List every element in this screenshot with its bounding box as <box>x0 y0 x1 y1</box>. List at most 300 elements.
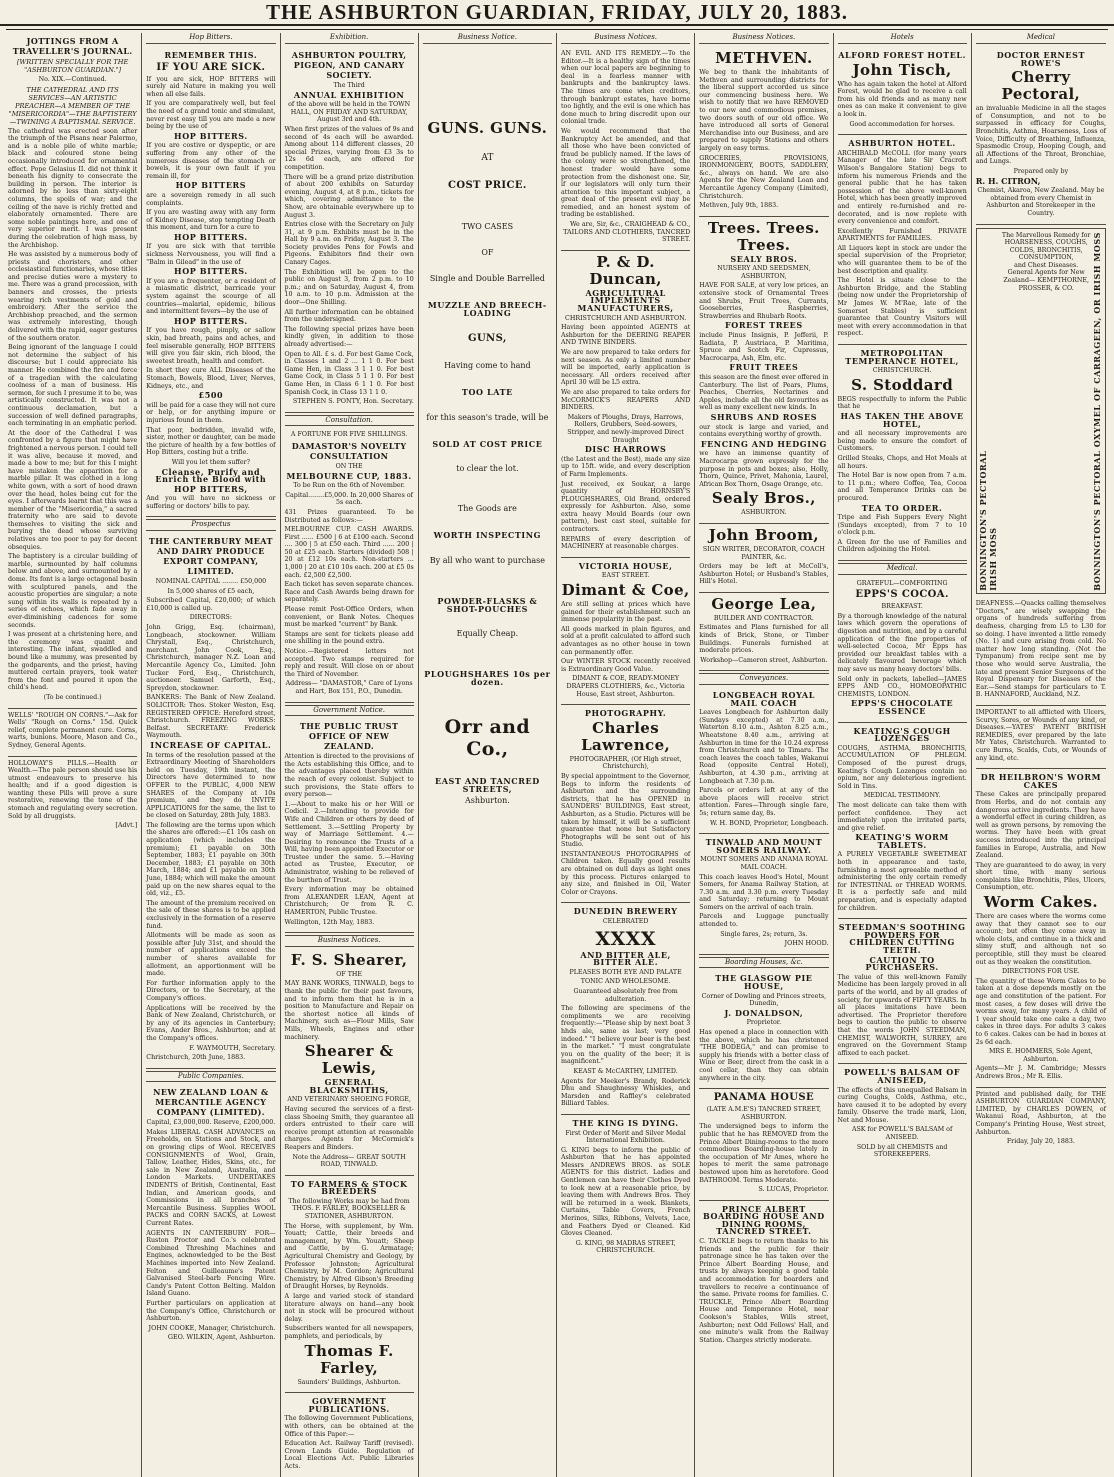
powell-text: The effects of this unequalled Balsam in curing Coughs, Colds, Asthma, etc., have caused it to be adopted by every family. Observe the trade mark, Lion, Net and Mouse. <box>837 1086 967 1124</box>
keating-text: The most delicate can take them with perfect confidence. They act immediately upon the irritated parts, and give relief. <box>837 801 967 832</box>
stoddard-ad <box>838 345 967 561</box>
worm-tablets-title: KEATING'S WORM TABLETS. <box>855 832 949 850</box>
damastor-capital: Capital........£5,000. In 20,000 Shares of 5s each. <box>285 491 413 507</box>
increase-heading: INCREASE OF CAPITAL. <box>150 739 272 750</box>
king-dyer-ad <box>561 1115 690 1261</box>
article-paragraph: The baptistery is a circular building of marble, surmounted by half columns below and above, and surmounted by a dome. Its font is a large octagonal basin with sculptured panels, and the acoustic properties are singular; a note sung within its walls is repeated by a series of echoes, which fade away in ever-diminishing cadences for some seconds. <box>8 553 138 629</box>
dimant-text: Are still selling at prices which have gained for their establishment such an immense popularity in the past. <box>561 601 691 624</box>
cherry-pectoral-title: Cherry Pectoral, <box>1001 68 1081 104</box>
brewery-text: The following are specimens of the compliments we are receiving frequently:—"Please ship by next boat 3 hhds ale, same as last; very good indeed." "I believe your beer is the best in the market." "I must congratulate you on the quality of the beer; it is magnificent." <box>561 1005 691 1066</box>
section-heading: Business Notices. <box>699 33 828 44</box>
prize-table: MELBOURNE CUP. CASH AWARDS. First ...... £500 | 6 at £100 each. Second .... 300 | 5 at £50 each. Third ...... 200 | 50 at £25 each. Starters (divided) 508 | 20 at £12 10s each. Non-starters ... 1,000 | 20 at £10 10s each. 200 at £5 0s each. £2,500 £2,500. <box>284 526 414 579</box>
sealy-text: this season are the finest ever offered in Canterbury. The list of Pears, Plums, Peaches, Cherries, Nectarines and Apples, include all the old favourites as well as many excellent new kinds. In <box>699 374 829 412</box>
duncan-text: (the Latest and the Best), made any size up to 15ft. wide, and every description of Farm Implements. <box>561 455 691 478</box>
duncan-cities: CHRISTCHURCH AND ASHBURTON. <box>565 314 687 322</box>
keating-lozenges-ad <box>838 723 967 920</box>
prince-albert-ad <box>699 1201 828 1351</box>
damastor-text: 431 Prizes guaranteed. To be Distributed as follows:— <box>284 508 414 524</box>
equally-cheap: Equally Cheap. <box>456 629 519 639</box>
prince-title: PRINCE ALBERT BOARDING HOUSE AND DINING ROOMS, TANCRED STREET. <box>702 1203 825 1237</box>
exhibition-heading: ANNUAL EXHIBITION <box>293 89 405 100</box>
longbeach-text: Parcels or orders left at any of the above places will receive strict attention. Fares—Through single fare, 5s; return same day, 8s. <box>699 787 829 817</box>
exhibition-text: The following special prizes have been kindly given, in addition to those already advertised:— <box>284 325 414 348</box>
directions-heading: DIRECTIONS FOR USE. <box>1001 968 1080 976</box>
stoddard-name: S. Stoddard <box>851 375 954 394</box>
section-heading: Exhibition. <box>285 33 414 44</box>
lawrence-text: By special appointment to the Governor, Begs to inform the residents of Ashburton and the surrounding districts, that he has OPENED in SAUNDERS' BUILDINGS, East street, Ashburton, as a Studio. Pictures will be taken by himself, it will be a sufficient guarantee that none but Satisfactory Photographs will be sent out of his Studio. <box>561 772 691 849</box>
steedman-ad <box>838 919 967 1064</box>
damastor-text: Please remit Post-Office Orders, when convenient, or Bank Notes. Cheques must be marked "current" by Bank. <box>284 606 414 629</box>
column-4 <box>419 33 557 1477</box>
shearer-lewis-name: Shearer & Lewis, <box>304 1042 394 1078</box>
column-3 <box>281 33 419 1477</box>
article-title: JOTTINGS FROM A TRAVELLER'S JOURNAL. <box>12 36 133 56</box>
govpub-text: The following Government Publications, with others, can be obtained at the Office of this Paper:— <box>284 1415 414 1438</box>
hop-text: If you are comparatively well, but feel the need of a grand tonic and stimulant, never rest easy till you are made a new being by the use of <box>146 100 276 131</box>
heilbron-text: They are guaranteed to do away, in very short time, with many serious complaints like Bronchitis, Piles, Ulcers, Consumption, etc. <box>975 861 1106 892</box>
victoria-house: VICTORIA HOUSE, <box>578 560 673 571</box>
ashburton-hotel-ad <box>838 135 967 345</box>
article-subhead: THE CATHEDRAL AND ITS SERVICES—AN ARTISTIC PREACHER—A MEMBER OF THE "MISERICORDIA"—THE BAPTISTERY —TWINING A BAPTISMAL SERVICE. <box>8 85 137 126</box>
dimant-name: Dimant & Coe, <box>561 581 690 600</box>
keating-title: KEATING'S COUGH LOZENGES <box>853 725 951 744</box>
section-heading: Hotels <box>838 33 967 44</box>
evil-signature: We are, Sir, &c., CRAIGHEAD & CO., TAILORS AND CLOTHIERS, TANCRED STREET. <box>563 220 691 244</box>
longbeach-text: Leaves Longbeach for Ashburton daily (Sundays excepted) at 7.30 a.m., Waterton 8.10 a.m., Ashton 8.25 a.m., Wheatstone 8.40 a.m., arriving at Ashburton in time for the 10.24 express from Christchurch and to Timaru. The coach leaves the coach tables, Wakanui Road (opposite Central Hotel), Ashburton, at 4.30 p.m., arriving at Longbeach at 7.30 p.m. <box>699 709 829 785</box>
section-heading: Conveyances. <box>699 673 828 685</box>
farley-text: A large and varied stock of standard literature always on hand—any book not in stock will be procured without delay. <box>284 1293 414 1323</box>
melbourne-cup: MELBOURNE CUP, 1883. <box>286 470 412 481</box>
agent-signature: GEO. WILKIN, Agent, Ashburton. <box>167 1333 276 1342</box>
somers-text: Parcels and Luggage punctually attended to. <box>699 913 829 929</box>
poultry-exhibition-ad <box>285 47 414 413</box>
methven-text: GROCERIES, PROVISIONS, IRONMONGERY, BOOTS, SADDLERY, &c., always on hand. We are also Agents for the New Zealand Loan and Mercantile Agency Company (Limited), Christchurch. <box>699 154 829 200</box>
glasgow-pie-ad <box>699 970 828 1089</box>
somers-text: This coach leaves Hood's Hotel, Mount Somers, for Anama Railway Station, at 7.30 a.m. and 3.30 p.m. every Tuesday and Saturday; returning to Mount Somers on the arrival of each train. <box>699 873 829 911</box>
deafness-text: DEAFNESS.—Quacks calling themselves "Doctors," are wisely swapping the organs of hundreds suffering from deafness, charging from L5 to L30 for so doing. I have invented a little remedy (No. 1) and cure arising from cold. No matter how long standing. (Not the Tympanum) from recipe sent me by those who would serve Australia, the late and present Senior Surgeons of the Royal Dispensary for Diseases of the Ear.—Send stamps for particulars to T. B. HANNAFORD, Auckland, N.Z. <box>975 600 1106 699</box>
column-7 <box>834 33 972 1477</box>
somers-coach-ad <box>699 834 828 955</box>
steedman-title: STEEDMAN'S SOOTHING POWDERS FOR CHILDREN CUTTING TEETH. <box>838 922 966 955</box>
lea-name: George Lea, <box>711 594 817 613</box>
duncan-trade: AGRICULTURAL IMPLEMENTS MANUFACTURERS, <box>577 287 674 314</box>
longbeach-signature: W. H. BOND, Proprietor, Longbeach. <box>710 818 829 827</box>
donaldson-role: Proprietor. <box>746 1019 782 1027</box>
nz-loan-title: NEW ZEALAND LOAN & MERCANTILE AGENCY COMPANY (LIMITED). <box>153 1087 269 1118</box>
column-8 <box>972 33 1110 1477</box>
irish-moss-ad <box>976 228 1106 595</box>
lawrence-text: INSTANTANEOUS PHOTOGRAPHS of Children taken. Equally good results are obtained on dull days as light ones by this process. Pictures enlarged to any size, and finished in Oil, Water Color or Crayons. <box>561 850 691 896</box>
duncan-text: Just received, ex Soukar, a large quantity of HORNSBY'S PLOUGHSHARES, Old Brand, ordered expressly for Ashburton. Also, some extra heavy Mould Boards (our own pattern), best cast steel, suitable for contractors. <box>561 480 691 534</box>
lea-ad <box>699 593 828 672</box>
duncan-makers: Makers of Ploughs, Drays, Harrows, Rollers, Grubbers, Seed-sowers, Stripper, and newly-improved Direct Draught <box>567 413 684 444</box>
guns-ad <box>423 47 552 812</box>
imprint <box>976 1088 1106 1152</box>
alford-hotel-ad <box>838 47 967 135</box>
directors-heading: DIRECTORS: <box>189 614 232 622</box>
nz-loan-further: Further particulars on application at the Company's Office, Christchurch or Ashburton. <box>146 1299 276 1323</box>
lea-trade: BUILDER AND CONTRACTOR. <box>713 614 814 622</box>
gov-publications-ad <box>285 1393 414 1476</box>
duncan-name: P. & D. Duncan, <box>589 252 662 288</box>
dimant-text: Our WINTER STOCK recently received is Extraordinary Good Value. <box>561 658 691 673</box>
methven-date: Methven, July 9th, 1883. <box>699 202 779 210</box>
irish-moss-body <box>1001 232 1091 591</box>
evil-text: AN EVIL AND ITS REMEDY.—To the Editor.—It is a healthy sign of the times when our local papers are beginning to deal in a fearless manner with bankrupts and the bankruptcy laws. The times are come when creditors, through bankrupt estates, have borne too lightly, and the evil is one which has done much to bring discredit upon our colonial trade. <box>561 50 691 126</box>
lea-address: Workshop—Cameron street, Ashburton. <box>700 656 828 664</box>
forest-trees: FOREST TREES <box>725 320 803 331</box>
hommers-agents: Agents—Mr J. M. Cambridge; Messrs Andrews Bros.; Mr R. Ellis. <box>975 1065 1106 1080</box>
prepared-by: Prepared only by <box>1013 167 1069 175</box>
victoria-street: EAST STREET. <box>601 572 650 580</box>
section-heading: Prospectus <box>146 519 275 531</box>
damastor-address: Address— "DAMASTOR," Care of Lyons and Hart, Box 151, P.O., Dunedin. <box>285 680 413 695</box>
powell-title: POWELL'S BALSAM OF ANISEED, <box>844 1067 961 1085</box>
prospectus-date: Christchurch, 20th June, 1883. <box>146 1054 246 1062</box>
share-count: In 5,000 shares of £5 each, <box>167 587 255 595</box>
hop-text: If you are a frequenter, or a resident of a miasmatic district, barricade your system against the scourge of all countries—malarial, epidemic, bilious and intermittent fevers—by the use of <box>146 277 276 316</box>
nz-loan-ad <box>146 1084 275 1348</box>
holloway-text: HOLLOWAY'S PILLS.—Health or Wealth.—The pale person should use his utmost endeavours to preserve his health; and if a good digestion is wanting these Pills will prove a sure restorative, renewing the tone of the stomach and regulating every secretion. Sold by all druggists. <box>8 759 138 820</box>
article-paragraph: Being ignorant of the language I could not determine the subject of his discourse; but I could appreciate his manner. He combined the fire and force of a tragedian with the calculating coolness of a man of business. His sermon, for such I presume it to be, was artistically constructed. It was not a continuous declamation, but a succession of well defined paragraphs, each terminating in an emphatic period. <box>8 344 138 428</box>
hop-text: That poor, bedridden, invalid wife, sister, mother or daughter, can be made the picture of health by a few bottles of Hop Bitters, costing but a trifle. <box>146 426 276 457</box>
guns-headline: GUNS. GUNS. <box>427 119 548 137</box>
damastor-text: Notice.—Registered letters not accepted. Two stamps required for reply and result. Will close on or about the Third of November. <box>284 648 414 678</box>
broom-name: John Broom, <box>708 525 819 544</box>
stoddard-text: A Green for the use of Families and Children adjoining the Hotel. <box>837 538 967 554</box>
hop-text: If you are wasting away with any form of Kidney Disease, stop tempting Death this moment, and turn for a cure to <box>146 209 276 232</box>
stoddard-text: The Hotel Bar is now open from 7 a.m. to 11 p.m.; where Coffee, Tea, Cocoa and all Temperance Drinks can be procured. <box>837 472 967 502</box>
guns-of: OF <box>481 248 494 257</box>
exhibition-text: There will be a grand prize distribution of about 200 exhibits on Saturday evening, August 4, at 8 p.m., tickets for which, covering admittance to the Show, are obtainable everywhere up to August 3. <box>284 173 414 219</box>
public-trust-ad <box>285 718 414 933</box>
xxxx-mark: XXXX <box>595 927 656 950</box>
ashburton-hotel-text: ARCHIBALD McCOLL (for many years Manager of the late Sir Cracroft Wilson's Bangalore Station) begs to inform his numerous Friends and the general public that he has taken possession of the above well-known Hotel, which has been greatly improved and entirely re-furnished and re-decorated, and is now replete with every convenience and comfort. <box>837 149 967 226</box>
trust-list: 1.—About to make his or her Will or Codicil. 2.—Intending to provide for Wife and Children or others by deed of Settlement. 3.—Settling Property by way of Marriage Settlement. 4.—Desiring to renounce the Trusts of a Will, having been appointed Executor or Trustee under the same. 5.—Having acted as Trustee, Executor, or Administrator, wishing to be relieved of the burthen of Trust. <box>284 800 414 884</box>
continued-note: (To be continued.) <box>43 693 102 701</box>
imprint-text: Printed and published daily, for THE ASHBURTON GUARDIAN COMPANY, LIMITED, by CHARLES DOWEN, of Wakanui Road, Ashburton, at the Company's Printing House, West street, Ashburton. <box>975 1090 1106 1136</box>
heilbron-text: These Cakes are principally prepared from Herbs, and do not contain any dangerous active ingredients. They have a wonderful effect in curing children, as well as grown persons, by removing the worms. They have been with great success introduced into the principal families in Europe, Australia, and New Zealand. <box>975 791 1106 860</box>
hop-brand: HOP BITTERS. <box>174 266 248 277</box>
sealy-ad <box>699 217 828 524</box>
brewery-tagline: PLEASES BOTH EYE AND PALATE <box>569 968 682 976</box>
farley-list: The Horse, with supplement, by Wm. Youatt; Cattle, their breeds and management, by Wm. Youatt; Sheep and Cattle, by G. Armatage; Agricultural Chemistry and Geology, by Professor Johnston; Agricultural Chemistry, by M. Gordon; Agricultural Chemistry, by Alfred Gibson's Breeding of Draught Horses, by Reynolds. <box>284 1222 414 1291</box>
longbeach-title: LONGBEACH ROYAL MAIL COACH <box>712 690 815 708</box>
worth-inspecting: WORTH INSPECTING <box>433 530 542 541</box>
metro-city: CHRISTCHURCH. <box>872 367 932 375</box>
jottings-article <box>8 33 137 709</box>
smith-address: Note the Address— GREAT SOUTH ROAD, TINWALD. <box>292 1153 406 1169</box>
hop-text: If you are costive or dyspeptic, or are suffering from any other of the numerous diseases of the stomach or bowels, it is your own fault if you remain ill, for <box>146 142 276 180</box>
hop-bitters-ad <box>146 47 275 517</box>
duncan-text: We are now prepared to take orders for next season. As only a limited number will be imported, early application is necessary. All orders received after April 30 will be L5 extra. <box>561 349 691 387</box>
irish-moss-remedy: The Marvellous Remedy for <box>1001 231 1091 239</box>
exhibition-text: Entries close with the Secretary on July 31, at 9 p.m. Exhibits must be in the Hall by 9 a.m. on Friday, August 3. The Society provides Pens for Fowls and Pigeons. Exhibitors find their own Canary Cages. <box>284 221 414 267</box>
panama-title: PANAMA HOUSE <box>713 1092 815 1104</box>
glasgow-text: Has opened a place in connection with the above, which he has christened "THE BODEGA," and can promise to supply his friends with a better class of Wine or Beer, direct from the cask in a cool cellar, than they can obtain anywhere in the city. <box>699 1029 829 1082</box>
hop-text: If you have rough, pimply, or sallow skin, bad breath, pains and aches, and feel miserable generally, HOP BITTERS will give you fair skin, rich blood, the sweetest breath, health and comfort. <box>146 327 276 365</box>
increase-text: Allotments will be made as soon as possible after July 31st, and should the number of applications exceed the number of shares available for allotment, an apportionment will be made. <box>146 932 276 978</box>
increase-text: Applications will be received by the Bank of New Zealand, Christchurch, or by any of its agencies in Canterbury; Evans, Ander Bros., Ashburton; and at the Company's offices. <box>146 1004 276 1042</box>
damastor-text: To be Run on the 6th of November. <box>293 482 405 490</box>
epps-grateful: GRATEFUL—COMFORTING <box>856 579 948 587</box>
prince-text: C. TACKLE begs to return thanks to his friends and the public for their patronage since he has taken over the Prince Albert Boarding House, and trusts by always keeping a good table and accommodation for boarders and travellers to receive a continuance of the same. Private rooms for families. C. TRUCKLE, Prince Albert Boarding House and Temperance Hotel, near Cookson's Stables, Wills street, Ashburton; next Odd Fellows' Hall, and one minute's walk from the Railway Station. Charges strictly moderate. <box>699 1238 829 1344</box>
irish-moss-agents: General Agents for New Zealand— KEMPTHORNE, PROSSER, & CO. <box>1003 269 1090 292</box>
king-heading: THE KING IS DYING. <box>572 1117 679 1128</box>
section-heading: Government Notice. <box>285 705 414 717</box>
guns-at: AT <box>481 153 494 163</box>
powell-sold: SOLD by all CHEMISTS and STOREKEEPERS. <box>856 1143 948 1159</box>
brewery-name: DUNEDIN BREWERY <box>573 906 678 917</box>
subscribed-capital: Subscribed Capital, £20,000; of which £10,000 is called up. <box>146 597 276 612</box>
hop-text: are a sovereign remedy in all such complaints. <box>146 191 276 207</box>
powell-ask: ASK for POWELL'S BALSAM of ANISEED. <box>851 1126 953 1142</box>
advt-mark: [Advt.] <box>115 821 138 830</box>
disc-harrows: DISC HARROWS <box>584 444 667 455</box>
season-trade: for this season's trade, will be <box>426 412 549 422</box>
hop-headline: IF YOU ARE SICK. <box>156 61 266 73</box>
exhibition-secretary: STEPHEN S. PONTY, Hon. Secretary. <box>292 397 414 406</box>
farley-text: The following Works may be had from THOS. F. FARLEY, BOOKSELLER & STATIONER, ASHBURTON. <box>288 1197 410 1221</box>
sealy-text: our stock is large and varied, and contains everything worthy of growth. <box>699 423 829 439</box>
epps-text: Sold only in packets, labelled—JAMES EPPS AND CO., HOMOEOPATHIC CHEMISTS, LONDON. <box>837 675 967 698</box>
sealy-text: include Pinus Insignis, P. Jefferii, P. Radiata, P. Austriaca, P. Maritima, Spruce and Scotch Fir, Cupressus, Macrocarpa, Ash, Elm, etc. <box>699 332 829 362</box>
dimant-ad <box>561 558 690 705</box>
exhibition-ordinal: The Third <box>333 82 365 89</box>
trust-date: Wellington, 12th May, 1883. <box>284 918 375 926</box>
section-heading: Boarding Houses, &c. <box>699 957 828 969</box>
irish-moss-right-label: BONNINGTON'S PECTORAL OXYMEL OF CARRAGEEN, OR IRISH MOSS <box>1092 231 1103 591</box>
govpub-heading: GOVERNMENT PUBLICATIONS. <box>308 1396 390 1414</box>
farley-text: Subscribers wanted for all newspapers, pamphlets, and periodicals, by <box>284 1325 414 1340</box>
epps-title: EPPS'S COCOA. <box>855 589 949 601</box>
trust-text: Attention is directed to the provisions of the Acts establishing this Office, and to the advantages placed thereby within the reach of every colonist. Subject to such provisions, the State offers to every person— <box>284 753 414 799</box>
metro-title: METROPOLITAN TEMPERANCE HOTEL, <box>845 348 959 366</box>
irish-moss-ailments: HOARSENESS, COUGHS, COLDS, BRONCHITIS, CONSUMPTION, <box>1004 239 1088 262</box>
brewery-guarantee: Guaranteed absolutely free from adulteration. <box>573 988 678 1003</box>
nz-loan-agents: AGENTS IN CANTERBURY FOR— Ruston Proctor and Co.'s celebrated Combined Threshing Machines and Engines, acknowledged to be the Best Machines imported into New Zealand. Felton and Guilleaume's Patent Galvanised Steel-barb Fencing Wire. Candy's Patent Cotton Belting. Maldon Island Guano. <box>146 1229 276 1298</box>
directions-text: The quantity of these Worm Cakes to be taken at a dose depends mostly on the age and constitution of the patient. For most cases, a few doses will drive the worms away, for many years. A child of 1 year should take one cake a day, two cakes in three days. For adults 3 cakes to 6 cakes. Cakes can be had in boxes at 2s 6d each. <box>975 977 1106 1046</box>
hop-remember: REMEMBER THIS. <box>164 50 258 60</box>
king-signature: G. KING, 98 MADRAS STREET, CHRISTCHURCH. <box>575 1239 676 1255</box>
column-2 <box>142 33 280 1477</box>
lawrence-sub: PHOTOGRAPHER, (Of High street, Christchurch), <box>569 755 682 771</box>
powder-flasks: POWDER-FLASKS & SHOT-POUCHES <box>437 595 538 614</box>
wells-text: WELLS' "ROUGH ON CORNS."—Ask for Wells' "Rough on Corns." 15d. Quick relief, complete permanent cure. Corns, warts, bunions. Moore, Mason and Co., Sydney, General Agents. <box>8 711 138 749</box>
article-paragraph: At the door of the Cathedral I was confronted by a figure that might have frightened a nervous person. I could tell it was alive, because it moved, and made a bow to me; but for this I might have mistaken the apparition for a marble pillar. It was clothed in a long white gown, with a sort of hood drawn over the head, holes being cut for the eyes. I afterwards learnt that this was a member of the "Misericordia," a sacred fraternity who are said to devote themselves to visiting the sick and burying the dead whose surviving relatives are too poor to pay for decent obsequies. <box>8 429 138 551</box>
nz-loan-capital: Capital, £3,000,000. Reserve, £200,000. <box>146 1119 276 1127</box>
irish-moss-left-label: BONNINGTON'S PECTORAL <box>977 450 988 591</box>
epps-chocolate: EPPS'S CHOCOLATE ESSENCE <box>851 698 954 716</box>
ashburton-hotel-text: Excellently Furnished PRIVATE APARTMENTS for FAMILIES. <box>837 227 967 243</box>
section-heading: Consultation. <box>285 415 414 427</box>
lawrence-ad <box>561 705 690 903</box>
goods-are: The Goods are <box>457 504 517 514</box>
epps-cocoa-ad <box>838 577 967 723</box>
sealy-bros: SEALY BROS. <box>730 253 798 264</box>
ashburton-hotel-title: ASHBURTON HOTEL. <box>848 138 956 149</box>
ploughshares-price: PLOUGHSHARES 10s per dozen. <box>424 669 551 687</box>
manager-signature: JOHN COOKE, Manager, Christchurch. <box>148 1323 276 1332</box>
increase-text: The amount of the premium received on the sale of these shares is to be applied exclusively in the formation of a reserve fund. <box>146 899 276 930</box>
section-heading: Business Notices. <box>561 33 690 44</box>
broom-ad <box>699 524 828 593</box>
citron-text: Chemist, Akaroa, New Zealand. May be obtained from every Chemist in Ashburton and Storekeeper in the Country. <box>977 187 1105 217</box>
brewery-ad <box>561 903 690 1114</box>
orr-name: Orr and Co., <box>444 716 531 761</box>
section-heading: Medical <box>976 33 1106 44</box>
fencing-hedging: FENCING AND HEDGING <box>700 438 827 449</box>
worm-cakes-text: There are cases where the worms come away that they cannot see to our account; but often they come away in whole clots, and continue in a thick and slimy stuff, and although not so perceptible, still they must be cleared out as they weaken the constitution. <box>975 913 1106 966</box>
fruit-trees: FRUIT TREES <box>729 362 799 373</box>
panama-ad <box>699 1089 828 1201</box>
sealy-name: Sealy Bros., <box>711 489 816 508</box>
keast-text: Agents for Meeker's Brandy, Roderick Dhu and Shaughnessy Whiskies, and Marsden and Raffley's celebrated Billiard Tables. <box>561 1077 691 1108</box>
bitter-ale: AND BITTER ALE, BITTER ALE. <box>580 949 671 968</box>
shearer-text: MAY BANK WORKS, TINWALD, begs to thank the public for their past favours, and to inform them that he is in a position to Manufacture and Repair on the shortest notice all kinds of Machinery, such as—Flour Mills, Saw Mills, Wheels, Engines and other machinery. <box>284 980 414 1041</box>
brewery-celebrated: CELEBRATED <box>602 918 649 926</box>
masthead-rule <box>6 29 1108 30</box>
sealy-text: HAVE FOR SALE, at very low prices, an extensive stock of Ornamental Trees and Shrubs, Fruit Trees, Currants, Gooseberries, Raspberries, Strawberries and Rhubarb Roots. <box>699 282 829 320</box>
longbeach-coach-ad <box>699 687 828 834</box>
powell-ad <box>838 1064 967 1165</box>
hop-brand: HOP BITTERS. <box>174 231 248 242</box>
tisch-name: John Tisch, <box>852 60 952 79</box>
king-text: G. KING begs to inform the public of Ashburton that he has appointed Messrs ANDREWS BROS. as SOLE AGENTS for this district. Ladies and Gentlemen can have their Clothes Dyed to look new at a reasonable price, by leaving them with Andrews Bros. They will be returned in a week. Blankets, Curtains, Table Covers, French Merinos, Silks, Ribbons, Velvets, Lace, and Feathers Dyed or Cleaned. Kid Gloves Cleaned. <box>561 1146 691 1238</box>
heilbron-ad <box>976 769 1106 1087</box>
sold-at-cost: SOLD AT COST PRICE <box>432 438 543 449</box>
fortune-line: A FORTUNE FOR FIVE SHILLINGS. <box>290 431 408 439</box>
masthead <box>0 0 1114 26</box>
evil-text: We would recommend that the Bankruptcy Act be amended, and that all those who have been convicted of fraud be publicly named. If the laws of the colony were so strengthened, the honest trader would have some protection from the dishonest one. Sir, if our legislators will only turn their attention to this important subject, a great deal of the present evil may be remedied, and an honest system of trading be established. <box>561 127 691 219</box>
muzzle-breech: MUZZLE AND BREECH-LOADING <box>427 300 547 318</box>
article-paragraph: He was assisted by a numerous body of priests and choristers, and other ecclesiastical functionaries, whose titles and precise duties were a mystery to me. There was a grand procession, with banners and crosses, the priests wearing rich vestments of gold and embroidery. After the service the Archbishop preached, and the sermon was extremely interesting, though delivered with the rapid, eager gestures of the southern orator. <box>8 251 138 342</box>
exhibition-text: All further information can be obtained from the undersigned. <box>284 308 414 324</box>
orr-town: Ashburton. <box>464 795 510 805</box>
hop-text: will be paid for a case they will not cure or help, or for anything impure or injurious found in them. <box>146 401 276 424</box>
imprint-date: Friday, July 20, 1883. <box>1006 1138 1075 1146</box>
broom-trade: SIGN WRITER, DECORATOR, COACH PAINTER, &c. <box>702 545 825 561</box>
exhibition-text: The Exhibition will be open to the public on August 3, from 2 p.m. to 10 p.m.; and on Saturday, August 4, from 10 a.m. to 10 p.m. Admission at the door—One Shilling. <box>284 268 414 307</box>
dimant-text: All goods marked in plain figures, and sold at a profit calculated to afford such advantages as no other house in town can permanently offer. <box>561 625 691 656</box>
section-heading: Public Companies. <box>146 1071 275 1083</box>
methven-text: We beg to thank the inhabitants of Methven and surrounding districts for the liberal support accorded us since our commencing business here. We wish to notify that we have REMOVED to our new and commodious premises, two doors south of our old office. We have introduced all sorts of General Merchandise into our Business, and are prepared to supply Stations and others largely on easy terms. <box>699 69 829 152</box>
hop-brand: HOP BITTERS. <box>174 315 248 326</box>
tisch-text: Who has again taken the hotel at Alford Forest, would be glad to receive a call from his old friends and as many new ones as can make it convenient to give a look in. <box>837 80 967 118</box>
column-5 <box>557 33 695 1477</box>
column-6 <box>695 33 833 1477</box>
nominal-capital: NOMINAL CAPITAL ........ £50,000 <box>155 578 267 586</box>
hop-reward: £500 <box>198 390 224 401</box>
donaldson-name: J. DONALDSON, <box>724 1007 804 1018</box>
damastor-consultation-ad <box>285 428 414 702</box>
broom-text: Orders may be left at McColl's, Ashburton Hotel; or Husband's Stables, Hill's Hotel. <box>699 563 829 586</box>
society-title: ASHBURTON POULTRY, PIGEON, AND CANARY SOCIETY. <box>291 50 407 80</box>
section-heading: Business Notices. <box>285 935 414 947</box>
cherry-text: an invaluable Medicine in all the stages of Consumption, and not to be surpassed in efficacy for Coughs, Bronchitis, Asthma, Hoarseness, Loss of Voice, Difficulty of Breathing, Influenza, Spasmodic Croup, Hooping Cough, and all Affections of the Throat, Bronchiae, and Lungs. <box>975 105 1106 166</box>
hommers-agent: MRS E. HOMMERS, Sole Agent, Ashburton. <box>988 1048 1093 1063</box>
damastor-on: ON THE <box>335 462 363 470</box>
lea-text: Estimates and Plans furnished for all kinds of Brick, Stone, or Timber Buildings. Funerals furnished at moderate prices. <box>699 624 829 655</box>
sealy-text: we have an immense quantity of Macrocarpa grown expressly for the purpose in pots and boxes; also, Holly, Thorn, Quince, Privet, Mahonia, Laurel, African Box Thorn, Osage Orange, etc. <box>699 450 829 488</box>
blacksmiths: GENERAL BLACKSMITHS, <box>309 1077 389 1095</box>
company-title: THE CANTERBURY MEAT AND DAIRY PRODUCE EXPORT COMPANY, LIMITED. <box>148 536 273 577</box>
directors-list: John Grigg, Esq. (chairman), Longbeach, stockowner. William Chrystall, Esq., Christchurch, merchant. John Cook, Esq., Christchurch, manager N.Z. Loan and Mercantile Agency Co., Limited. John Tucker Ford, Esq., Christchurch, auctioneer. Samuel Garforth, Esq., Spreydon, stockowner. <box>146 624 276 692</box>
duncan-text: Having been appointed AGENTS at Ashburton for the DEERING REAPER AND TWINE BINDERS. <box>561 324 691 347</box>
meat-company-prospectus <box>146 533 275 1069</box>
damastor-title: DAMASTOR'S NOVELTY CONSULTATION <box>291 440 407 461</box>
exhibition-text: When first prizes of the values of 9s and second of 4s each will be awarded. Among about 114 different classes, 20 special Prizes, varying from £3 3s to 12s 6d each, are offered for competition. <box>284 125 414 171</box>
hop-text: If you are sick with that terrible sickness Nervousness, you will find a "Balm in Gilead" in the use of <box>146 243 276 266</box>
worm-tablets-text: A PURELY VEGETABLE SWEETMEAT both in appearance and taste, furnishing a most agreeable method of administering the only certain remedy for INTESTINAL or THREAD WORMS. It is a perfectly safe and mild preparation, and is especially adapted for children. <box>837 851 967 912</box>
caution-heading: CAUTION TO PURCHASERS. <box>865 954 939 973</box>
hop-brand: HOP BITTERS <box>175 180 247 191</box>
king-medal: First Order of Merit and Silver Medal International Exhibition. <box>565 1129 686 1145</box>
keast-name: KEAST & McCARTHY, LIMITED. <box>573 1067 678 1075</box>
shoeing-forge: AND VETERINARY SHOEING FORGE, <box>287 1096 411 1104</box>
panama-signature: S. LUCAS, Proprietor. <box>758 1185 829 1194</box>
come-to-hand: Having come to hand <box>444 361 531 371</box>
methven-title: METHVEN. <box>715 49 813 67</box>
somers-title: MOUNT SOMERS AND ANAMA ROYAL MAIL COACH. <box>700 856 828 871</box>
farley-ad <box>285 1176 414 1393</box>
stoddard-taken: HAS TAKEN THE ABOVE HOTEL, <box>840 410 964 429</box>
panama-sub: (LATE A.M.E'S) TANCRED STREET, ASHBURTON. <box>706 1106 822 1121</box>
hop-brand: HOP BITTERS, <box>174 483 248 494</box>
ashburton-hotel-text: All Liquors kept in stock are under the special supervision of the Proprietor, who will guarantee them to be of the best description and quality. <box>837 244 967 275</box>
heilbron-title: DR HEILBRON'S WORM CAKES <box>980 772 1102 790</box>
citron-name: R. H. CITRON, <box>975 175 1041 186</box>
increase-text: For further information apply to the Directors, or to the Secretary, at the Company's offices. <box>146 979 276 1002</box>
holloway-notice <box>8 757 137 836</box>
panama-text: The undersigned begs to inform the public that he has REMOVED from the Prince Albert Dining-rooms to the more commodious Boarding-house lately in the occupation of Mr Ames, where he hopes to merit the same patronage bestowed upon him as heretofore. Good BATHROOM. Terms Moderate. <box>699 1123 829 1184</box>
damastor-text: Each ticket has seven separate chances. Race and Cash Awards being drawn for separately. <box>284 581 414 604</box>
damastor-text: Stamps are sent for tickets please add one shilling in the pound extra. <box>284 630 414 646</box>
ashburton-hotel-text: The Hotel is situate close to the Ashburton Bridge, and the Stabling (being now under the Proprietorship of Mr James W. M'Rae, late of the Somerset Stables) is sufficient guarantee that Country Visitors will meet with every accommodation in that respect. <box>837 277 967 338</box>
smith-text: Having secured the services of a first-class Shoeing Smith, they guarantee all orders entrusted to their care will receive prompt attention at reasonable charges. Agents for McCormick's Reapers and Binders. <box>284 1105 414 1151</box>
lawrence-name: Charles Lawrence, <box>581 718 671 754</box>
hop-brand: HOP BITTERS. <box>174 130 248 141</box>
duncan-text: We are also prepared to take orders for McCORMICK'S REAPERS AND BINDERS. <box>561 388 691 412</box>
tinwald-title: TINWALD AND MOUNT SOMERS RAILWAY. <box>705 837 823 855</box>
irish-moss-mid-label: IRISH MOSS <box>988 526 999 591</box>
section-heading: Medical. <box>838 563 967 575</box>
yates-text: IMPORTANT to all afflicted with Ulcers, Scurvy, Sores, or Wounds of any kind, or Diseases.—YATES' PATENT BRITISH REMEDIES, ever prepared by the late Mr Yates, Christchurch. Warranted to cure Burns, Scalds, Cuts, or Wounds of any kind, etc. <box>975 709 1106 762</box>
epps-text: By a thorough knowledge of the natural laws which govern the operations of digestion and nutrition, and by a careful application of the fine properties of well-selected Cocoa, Mr Epps has provided our breakfast tables with a delicately flavoured beverage which may save us many heavy doctors' bills. <box>837 612 967 673</box>
guns-word: GUNS, <box>468 333 507 345</box>
evil-remedy-notice <box>561 47 690 251</box>
nz-loan-text: Makes LIBERAL CASH ADVANCES on Freeholds, on Stations and Stock, and on growing clips of Wool. RECEIVES CONSIGNMENTS of Wool, Grain, Tallow, Leather, Hides, Skins, etc., for sale in New Zealand, Australia, and London Markets. UNDERTAKES INDENTS of British, Continental, East Indian, and American goods, and Commissions in all branches of Mercantile Business. Supplies WOOL PACKS and CORN SACKS, at Lowest Current Rates. <box>146 1128 276 1227</box>
stoddard-text: Grilled Steaks, Chops, and Hot Meals at all hours. <box>837 454 967 470</box>
farley-name: Thomas F. Farley, <box>304 1341 394 1377</box>
page-columns <box>4 33 1110 1470</box>
irish-moss-chest: and Chest Diseases. <box>1014 261 1079 269</box>
trees-headline: Trees. Trees. Trees. <box>707 218 820 254</box>
somers-fares: Single fares, 2s; return, 3s. <box>720 930 808 938</box>
shearer-name: F. S. Shearer, <box>290 950 408 969</box>
section-heading: Hop Bitters. <box>146 33 275 44</box>
sealy-town: ASHBURTON. <box>741 509 787 517</box>
yates-ad <box>976 706 1106 769</box>
stoddard-text: BEGS respectfully to inform the Public that he <box>837 395 967 411</box>
cherry-pectoral-ad <box>976 47 1106 225</box>
increase-text: The following are the terms upon which the shares are offered:—£1 10s cash on application (which includes the premium); £1 payable on 30th September, 1883; £1 payable on 30th December, 1883; £1 payable on 30th March, 1884; and £1 payable on 30th June, 1884; which will make the amount paid up on the new shares equal to the old, viz., £5. <box>146 821 276 898</box>
somers-signature: JOHN HOOD. <box>784 939 829 948</box>
photography-heading: PHOTOGRAPHY. <box>584 708 667 719</box>
hop-text: If you are sick, HOP BITTERS will surely aid Nature in making you well when all else fails. <box>146 75 276 98</box>
two-cases: TWO CASES <box>461 222 514 231</box>
glasgow-title: THE GLASGOW PIE HOUSE, <box>715 973 813 992</box>
